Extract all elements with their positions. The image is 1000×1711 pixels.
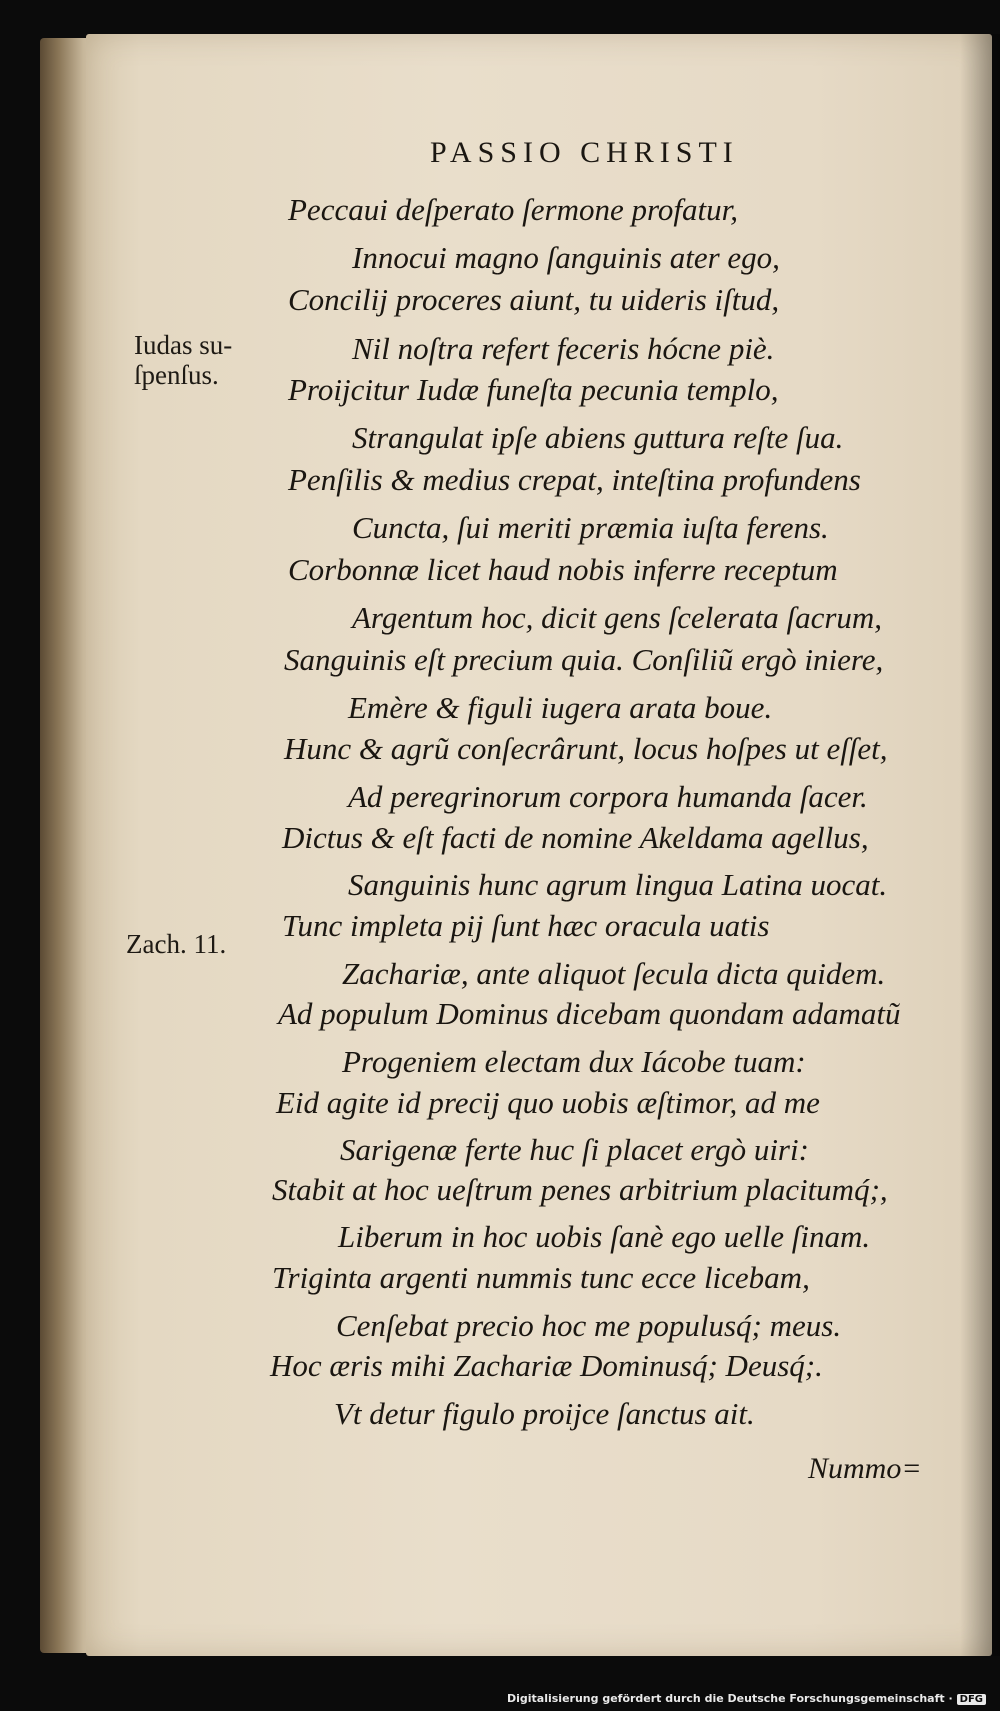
verse-line: Hunc & agrũ conſecrârunt, locus hoſpes ut eſſet, xyxy=(284,731,888,766)
verse-line: Sanguinis eſt precium quia. Conſiliũ ergò iniere, xyxy=(284,642,884,677)
verse-line: Proijcitur Iudæ funeſta pecunia templo, xyxy=(288,372,779,407)
verse-line: Cenſebat precio hoc me populusq́; meus. xyxy=(336,1308,842,1343)
verse-line: Vt detur figulo proijce ſanctus ait. xyxy=(334,1396,755,1431)
verse-line: Liberum in hoc uobis ſanè ego uelle ſinam. xyxy=(338,1219,871,1254)
verse-line: Penſilis & medius crepat, inteſtina profundens xyxy=(288,462,861,497)
verse-line: Dictus & eſt facti de nomine Akeldama agellus, xyxy=(282,820,869,855)
verse-line: Zachariæ, ante aliquot ſecula dicta quidem. xyxy=(342,956,886,991)
verse-line: Eid agite id precij quo uobis æſtimor, ad me xyxy=(276,1085,820,1120)
verse-line: Argentum hoc, dicit gens ſcelerata ſacrum, xyxy=(352,600,883,635)
margin-note-judas xyxy=(134,330,232,390)
verse-line: Sanguinis hunc agrum lingua Latina uocat. xyxy=(348,867,888,902)
verse-line: Nil noſtra refert feceris hócne piè. xyxy=(352,331,775,366)
verse-line: Cuncta, ſui meriti præmia iuſta ferens. xyxy=(352,510,829,545)
verse-line: Concilij proceres aiunt, tu uideris iſtud, xyxy=(288,282,780,317)
catchword: Nummo= xyxy=(808,1452,922,1485)
margin-note-line: Iudas su- xyxy=(134,330,233,360)
verse-line: Hoc æris mihi Zachariæ Dominusq́; Deusq́;. xyxy=(270,1348,823,1383)
verse-line: Ad populum Dominus dicebam quondam adamatũ xyxy=(278,996,901,1031)
verse-line: Triginta argenti nummis tunc ecce licebam, xyxy=(272,1260,810,1295)
margin-note-line: Zach. 11. xyxy=(126,929,227,959)
verse-line: Stabit at hoc ueſtrum penes arbitrium placitumq́;, xyxy=(272,1172,888,1207)
running-head: PASSIO CHRISTI xyxy=(430,136,739,169)
verse-line: Progeniem electam dux Iácobe tuam: xyxy=(342,1044,806,1079)
margin-note-line: ſpenſus. xyxy=(134,360,219,390)
verse-line: Strangulat ipſe abiens guttura reſte ſua. xyxy=(352,420,844,455)
margin-note-zacharias xyxy=(126,929,226,959)
digitization-credit xyxy=(507,1692,986,1705)
page-gutter-shadow xyxy=(960,34,1000,1656)
verse-line: Corbonnæ licet haud nobis inferre receptum xyxy=(288,552,838,587)
verse-line: Sarigenæ ferte huc ſi placet ergò uiri: xyxy=(340,1132,809,1167)
verse-line: Peccaui deſperato ſermone profatur, xyxy=(288,192,738,227)
verse-line: Emère & figuli iugera arata boue. xyxy=(348,690,773,725)
verse-line: Ad peregrinorum corpora humanda ſacer. xyxy=(348,779,868,814)
dfg-logo-icon: DFG xyxy=(957,1694,986,1705)
verse-line: Tunc impleta pij ſunt hæc oracula uatis xyxy=(282,908,770,943)
verse-line: Innocui magno ſanguinis ater ego, xyxy=(352,240,780,275)
credit-text: Digitalisierung gefördert durch die Deutsche Forschungsgemeinschaft · xyxy=(506,1692,953,1705)
